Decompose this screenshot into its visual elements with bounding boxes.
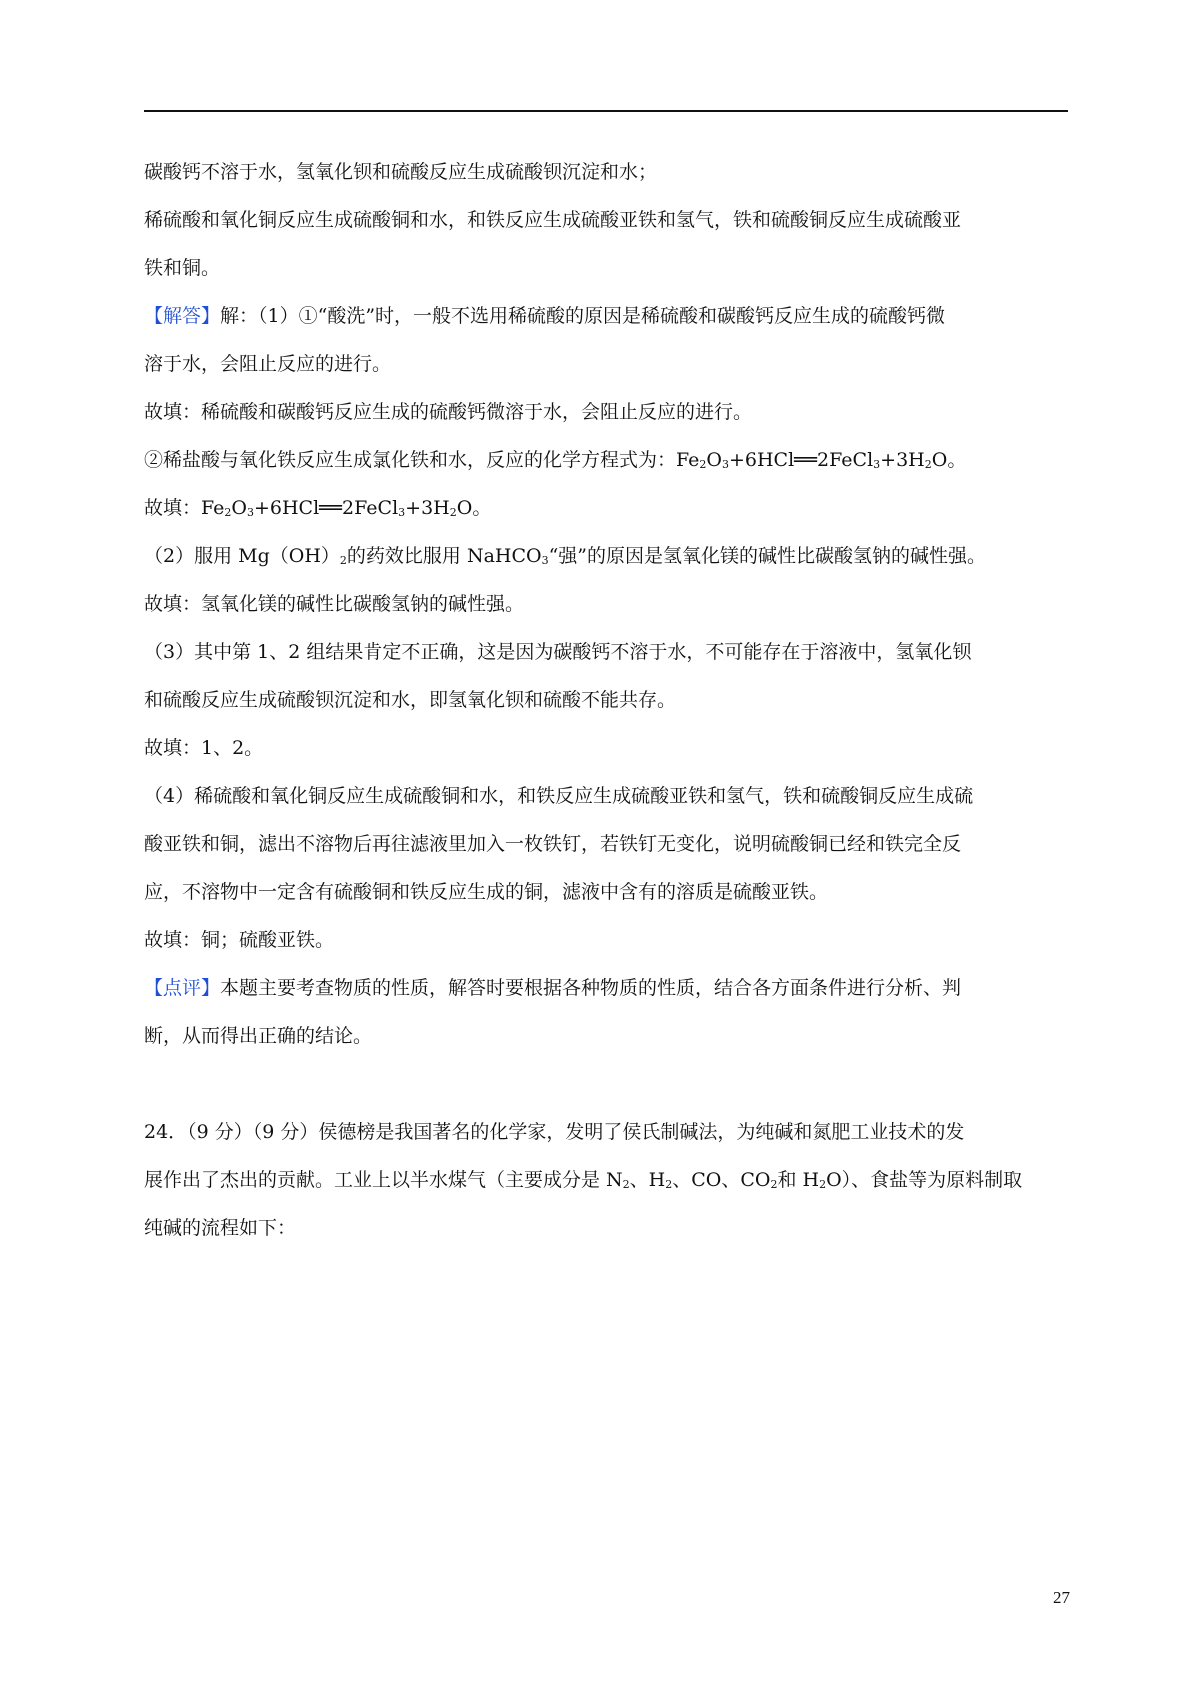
answer-tag: 【解答】 [144,305,221,327]
answer-paragraph [144,292,1068,340]
question-24-line: 展作出了杰出的贡献。工业上以半水煤气（主要成分是 $N_2$、$H_2$、CO、$CO_2$和 $H_2O$）、食盐等为原料制取 [144,1169,1023,1191]
comment-paragraph: 【点评】本题主要考查物质的性质，解答时要根据各种物质的性质，结合各方面条件进行分析、判 [144,977,962,999]
answer-line: （4）稀硫酸和氧化铜反应生成硫酸铜和水，和铁反应生成硫酸亚铁和氢气，铁和硫酸铜反应生成硫 [144,785,974,807]
analysis-line: 碳酸钙不溶于水，氢氧化钡和硫酸反应生成硫酸钡沉淀和水； [144,161,658,183]
analysis-line: 铁和铜。 [144,257,221,279]
answer-line: 溶于水，会阻止反应的进行。 [144,353,392,375]
fill-line: 故填：铜；硫酸亚铁。 [144,929,335,951]
answer-line: （3）其中第 1、2 组结果肯定不正确，这是因为碳酸钙不溶于水，不可能存在于溶液中，氢氧化钡 [144,641,972,663]
equation-prefix: ②稀盐酸与氧化铁反应生成氯化铁和水，反应的化学方程式为： [144,449,677,471]
answer-line: （2）服用 $Mg(OH)_2$的药效比服用 NaHCO$_3$“强”的原因是氢氧化镁的碱性比碳酸氢钠的碱性强。 [144,545,987,567]
question-24-line: 纯碱的流程如下： [144,1217,297,1239]
comment-tag: 【点评】 [144,977,221,999]
page-number: 27 [1053,1588,1070,1607]
equation-line: ②稀盐酸与氧化铁反应生成氯化铁和水，反应的化学方程式为：$Fe_2O_3+6HCl══2FeCl_3+3H_2O$。 [144,449,967,471]
analysis-line: 稀硫酸和氧化铜反应生成硫酸铜和水，和铁反应生成硫酸亚铁和氢气，铁和硫酸铜反应生成硫酸亚 [144,209,962,231]
fill-line: 故填：1、2。 [144,737,264,759]
comment-line: 断，从而得出正确的结论。 [144,1025,373,1047]
fill-line: 故填：$Fe_2O_3+6HCl══2FeCl_3+3H_2O$。 [144,497,492,519]
chem-equation: $Fe_2O_3+6HCl══2FeCl_3+3H_2O$ [676,449,948,471]
paragraph-gap [144,1060,1068,1108]
answer-line: 和硫酸反应生成硫酸钡沉淀和水，即氢氧化钡和硫酸不能共存。 [144,689,677,711]
header-rule [144,110,1068,112]
chem-equation: $Fe_2O_3+6HCl══2FeCl_3+3H_2O$ [201,497,473,519]
answer-line: 应，不溶物中一定含有硫酸铜和铁反应生成的铜，滤液中含有的溶质是硫酸亚铁。 [144,881,829,903]
answer-text: 解：（1）①“酸洗”时，一般不选用稀硫酸的原因是稀硫酸和碳酸钙反应生成的硫酸钙微 [220,305,946,327]
document-body [144,148,1068,1252]
fill-line: 故填：稀硫酸和碳酸钙反应生成的硫酸钙微溶于水，会阻止反应的进行。 [144,401,753,423]
question-24-line: 24．（9 分）（9 分）侯德榜是我国著名的化学家，发明了侯氏制碱法，为纯碱和氮肥工业技术的发 [144,1121,965,1143]
answer-line: 酸亚铁和铜，滤出不溶物后再往滤液里加入一枚铁钉，若铁钉无变化，说明硫酸铜已经和铁完全反 [144,833,962,855]
fill-line: 故填：氢氧化镁的碱性比碳酸氢钠的碱性强。 [144,593,525,615]
